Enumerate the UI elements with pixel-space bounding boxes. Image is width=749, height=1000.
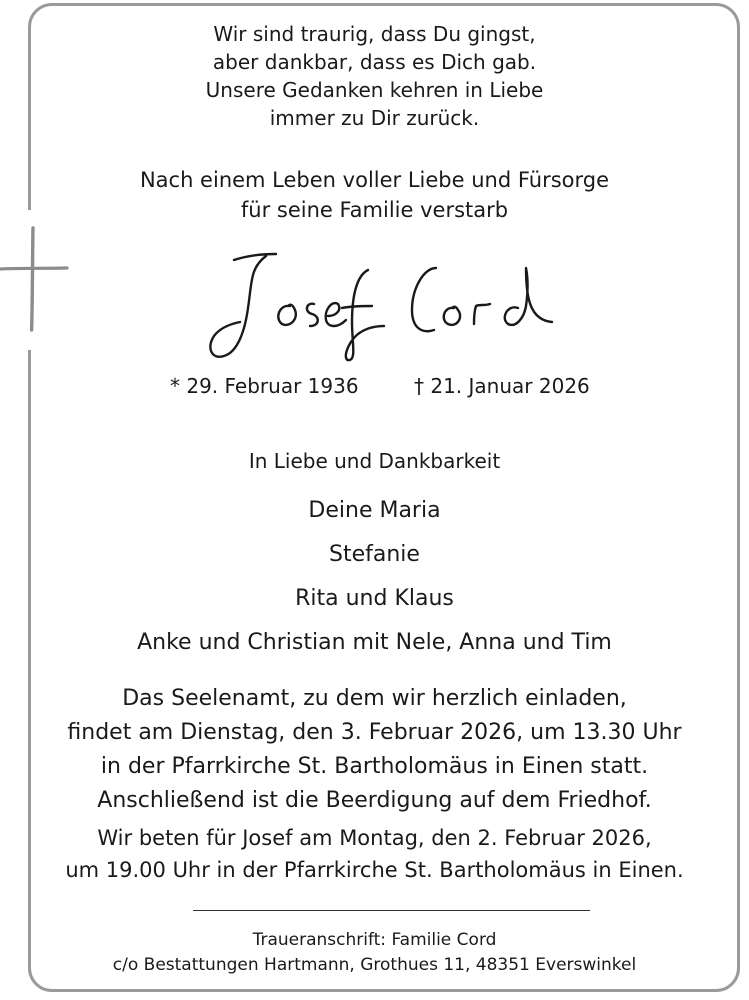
divider [193, 910, 590, 911]
poem-line-2: aber dankbar, dass es Dich gab. [212, 50, 537, 74]
death-date: † 21. Januar 2026 [414, 374, 590, 398]
prayer-line-2: um 19.00 Uhr in der Pfarrkirche St. Bartholomäus in Einen. [65, 858, 684, 882]
service-line-4: Anschließend ist die Beerdigung auf dem Friedhof. [97, 788, 652, 813]
service-line-1: Das Seelenamt, zu dem wir herzlich einladen, [122, 686, 627, 711]
mourner-4: Anke und Christian mit Nele, Anna und Tim [137, 630, 612, 655]
intro-line-1: Nach einem Leben voller Liebe und Fürsorge [139, 168, 610, 192]
signature-graphic [190, 248, 570, 373]
intro-line-2: für seine Familie verstarb [240, 198, 509, 222]
poem-line-4: immer zu Dir zurück. [269, 106, 480, 130]
cross-icon [0, 226, 70, 332]
service-line-3: in der Pfarrkirche St. Bartholomäus in Einen statt. [100, 754, 649, 779]
prayer-line-1: Wir beten für Josef am Montag, den 2. Februar 2026, [97, 826, 652, 850]
thanks-line: In Liebe und Dankbarkeit [248, 449, 501, 473]
service-line-2: findet am Dienstag, den 3. Februar 2026, um 13.30 Uhr [67, 720, 682, 745]
poem-line-1: Wir sind traurig, dass Du gingst, [213, 22, 536, 46]
mourner-3: Rita und Klaus [295, 586, 454, 611]
mourner-1: Deine Maria [308, 498, 441, 523]
signature [190, 248, 570, 373]
address-line-1: Traueranschrift: Familie Cord [252, 930, 497, 950]
mourner-2: Stefanie [329, 542, 420, 567]
address-line-2: c/o Bestattungen Hartmann, Grothues 11, 48351 Everswinkel [112, 955, 637, 975]
poem-line-3: Unsere Gedanken kehren in Liebe [205, 78, 544, 102]
birth-date: * 29. Februar 1936 [170, 374, 359, 398]
